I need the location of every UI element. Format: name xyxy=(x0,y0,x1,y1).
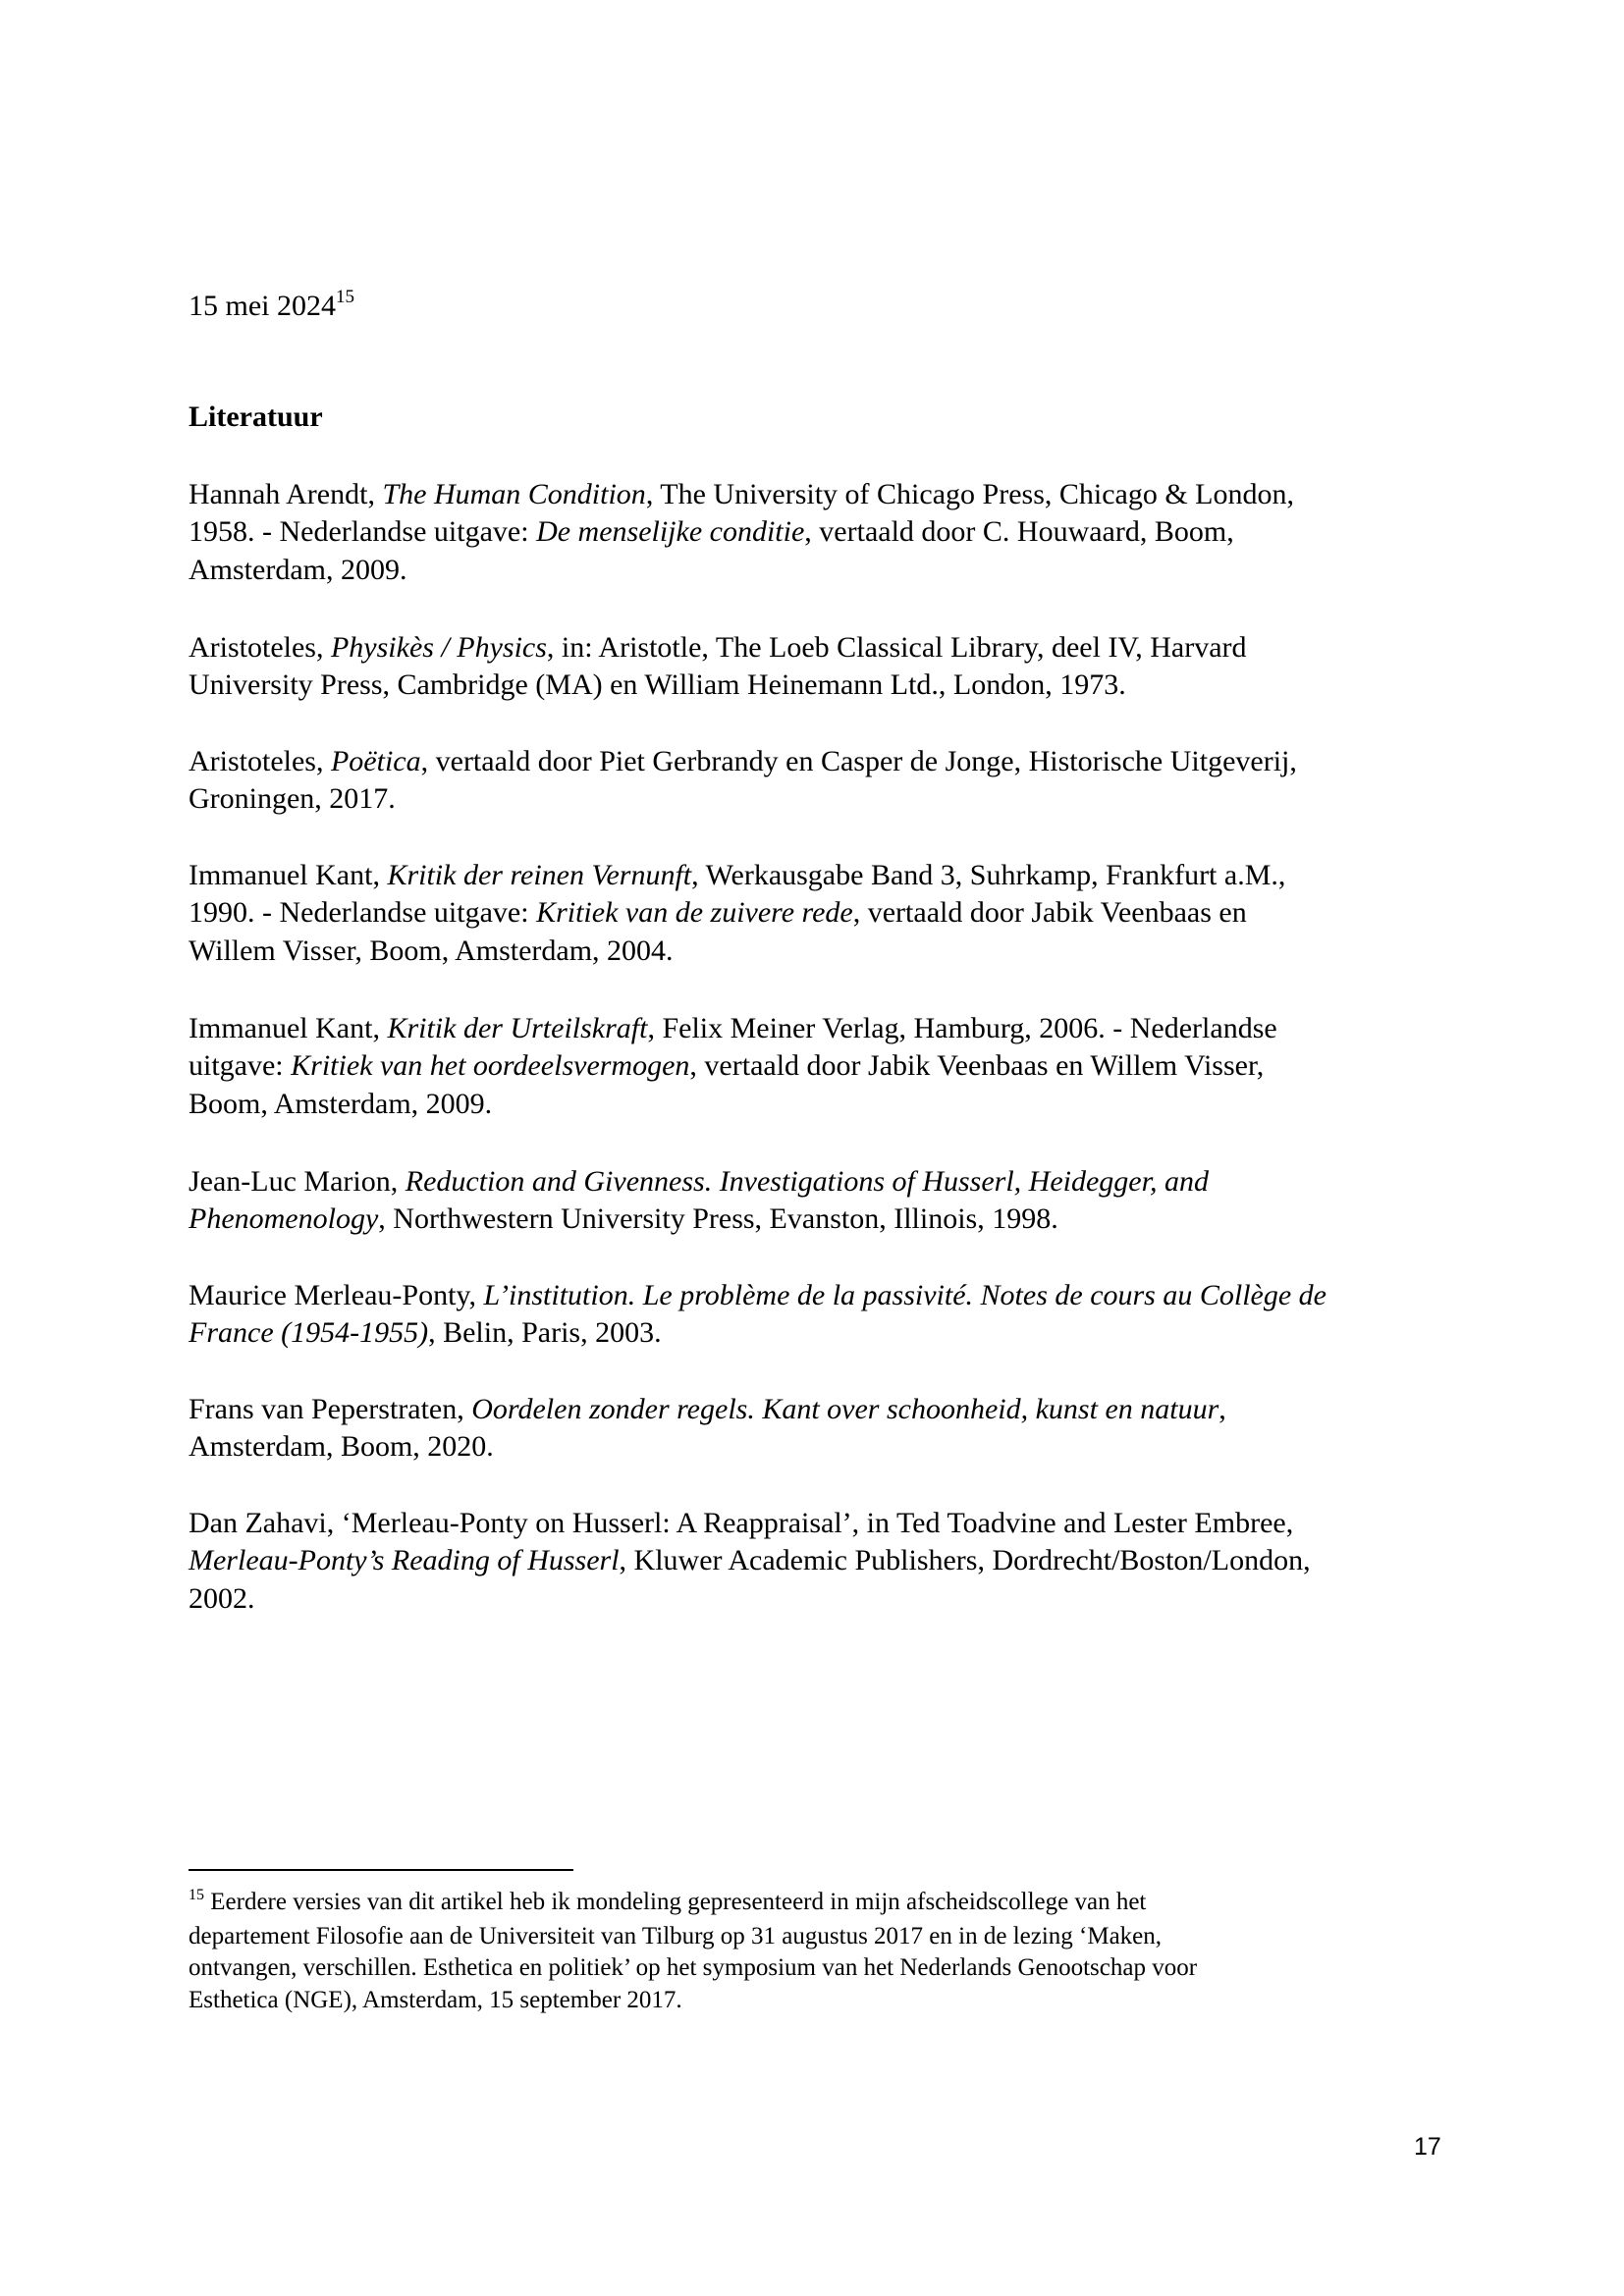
footnote-line xyxy=(189,1887,1465,1921)
reference-entry xyxy=(189,1277,1465,1353)
footnote-line: Esthetica (NGE), Amsterdam, 15 september 2017. xyxy=(189,1986,682,2013)
reference-text: Hannah Arendt, xyxy=(189,478,383,510)
reference-text: Aristoteles, xyxy=(189,631,331,664)
reference-entry xyxy=(189,743,1465,819)
reference-text: Boom, Amsterdam, 2009. xyxy=(189,1087,493,1120)
reference-line xyxy=(189,1314,1465,1352)
reference-line xyxy=(189,552,1465,589)
reference-line xyxy=(189,780,1465,818)
reference-title: L’institution. Le problème de la passivité. Notes de cours au Collège de xyxy=(483,1279,1326,1311)
reference-title: Kritik der Urteilskraft xyxy=(387,1012,648,1044)
reference-text: 2002. xyxy=(189,1581,255,1615)
footnote xyxy=(189,1887,1465,2016)
reference-text: Groningen, 2017. xyxy=(189,782,396,816)
reference-text: Immanuel Kant, xyxy=(189,859,388,891)
footnote-marker: 15 xyxy=(189,1887,204,1903)
reference-title: Oordelen zonder regels. Kant over schoonheid, kunst en natuur xyxy=(471,1393,1219,1425)
reference-text: , xyxy=(1218,1393,1226,1425)
reference-text: Amsterdam, Boom, 2020. xyxy=(189,1430,494,1464)
reference-text: uitgave: xyxy=(189,1049,292,1083)
footnote-line: ontvangen, verschillen. Esthetica en politiek’ op het symposium van het Nederlands Genootschap voor xyxy=(189,1954,1198,1982)
reference-text: , vertaald door C. Houwaard, Boom, xyxy=(804,515,1234,549)
reference-text: Frans van Peperstraten, xyxy=(189,1393,472,1425)
footnote-reference[interactable]: 15 xyxy=(336,287,354,307)
reference-text: , Felix Meiner Verlag, Hamburg, 2006. - Nederlandse xyxy=(647,1012,1277,1044)
reference-text: , vertaald door Piet Gerbrandy en Casper de Jonge, Historische Uitgeverij, xyxy=(420,745,1297,777)
reference-title: Merleau-Ponty’s Reading of Husserl xyxy=(189,1544,620,1577)
reference-line xyxy=(189,1428,1465,1466)
reference-entry xyxy=(189,857,1465,970)
date-text: 15 mei 2024 xyxy=(189,290,336,322)
reference-line xyxy=(189,1201,1465,1238)
reference-title: Kritik der reinen Vernunft xyxy=(387,859,692,891)
reference-line xyxy=(189,667,1465,704)
reference-text: , vertaald door Jabik Veenbaas en Willem Visser, xyxy=(689,1049,1265,1083)
reference-line xyxy=(189,1163,1465,1201)
reference-title: Kritiek van de zuivere rede xyxy=(536,896,853,930)
reference-text: , vertaald door Jabik Veenbaas en xyxy=(852,896,1247,930)
reference-line xyxy=(189,629,1465,667)
reference-line xyxy=(189,933,1465,970)
reference-text: 1958. - Nederlandse uitgave: xyxy=(189,515,537,549)
reference-text: Aristoteles, xyxy=(189,745,331,777)
reference-text: , The University of Chicago Press, Chicago & London, xyxy=(645,478,1295,510)
reference-line xyxy=(189,1047,1465,1085)
reference-text: University Press, Cambridge (MA) en William Heinemann Ltd., London, 1973. xyxy=(189,668,1126,702)
footnote-separator xyxy=(189,1869,573,1871)
reference-text: Willem Visser, Boom, Amsterdam, 2004. xyxy=(189,934,674,967)
reference-text: Amsterdam, 2009. xyxy=(189,553,407,586)
reference-text: Jean-Luc Marion, xyxy=(189,1165,406,1198)
reference-line xyxy=(189,513,1465,551)
reference-text: , Belin, Paris, 2003. xyxy=(428,1316,662,1350)
reference-text: Maurice Merleau-Ponty, xyxy=(189,1279,484,1311)
reference-line xyxy=(189,857,1465,894)
reference-text: Immanuel Kant, xyxy=(189,1012,388,1044)
page-number: 17 xyxy=(1414,2133,1441,2161)
reference-text: , in: Aristotle, The Loeb Classical Library, deel IV, Harvard xyxy=(546,631,1247,664)
reference-line xyxy=(189,1505,1465,1542)
reference-line xyxy=(189,1277,1465,1314)
reference-line xyxy=(189,1542,1465,1579)
reference-title: Physikès / Physics xyxy=(330,631,547,664)
reference-title: Reduction and Givenness. Investigations of Husserl, Heidegger, and xyxy=(405,1165,1209,1198)
reference-entry xyxy=(189,1505,1465,1618)
reference-entry xyxy=(189,629,1465,705)
reference-title: The Human Condition xyxy=(382,478,646,510)
reference-text: , Werkausgabe Band 3, Suhrkamp, Frankfurt a.M., xyxy=(691,859,1286,891)
reference-entry xyxy=(189,1163,1465,1239)
date-line xyxy=(189,288,354,329)
reference-line xyxy=(189,894,1465,932)
reference-text: 1990. - Nederlandse uitgave: xyxy=(189,896,537,930)
reference-title: Poëtica xyxy=(330,745,421,777)
reference-title: De menselijke conditie xyxy=(536,515,805,549)
footnote-text: Eerdere versies van dit artikel heb ik mondeling gepresenteerd in mijn afscheidscollege van het xyxy=(204,1889,1147,1915)
reference-title: France (1954-1955) xyxy=(189,1316,429,1350)
reference-text: Dan Zahavi, ‘Merleau-Ponty on Husserl: A Reappraisal’, in Ted Toadvine and Lester Embree, xyxy=(189,1507,1294,1539)
reference-line xyxy=(189,476,1465,513)
section-heading: Literatuur xyxy=(189,400,323,433)
footnote-line: departement Filosofie aan de Universiteit van Tilburg op 31 augustus 2017 en in de lezing ‘Maken, xyxy=(189,1923,1163,1950)
reference-line xyxy=(189,1580,1465,1618)
reference-text: , Kluwer Academic Publishers, Dordrecht/Boston/London, xyxy=(619,1544,1311,1577)
reference-title: Kritiek van het oordeelsvermogen xyxy=(291,1049,690,1083)
reference-entry xyxy=(189,1010,1465,1123)
reference-entry xyxy=(189,476,1465,589)
reference-line xyxy=(189,1391,1465,1428)
reference-line xyxy=(189,1010,1465,1047)
reference-line xyxy=(189,743,1465,780)
reference-title: Phenomenology xyxy=(189,1202,379,1236)
reference-line xyxy=(189,1086,1465,1123)
reference-entry xyxy=(189,1391,1465,1467)
reference-text: , Northwestern University Press, Evanston, Illinois, 1998. xyxy=(378,1202,1058,1236)
